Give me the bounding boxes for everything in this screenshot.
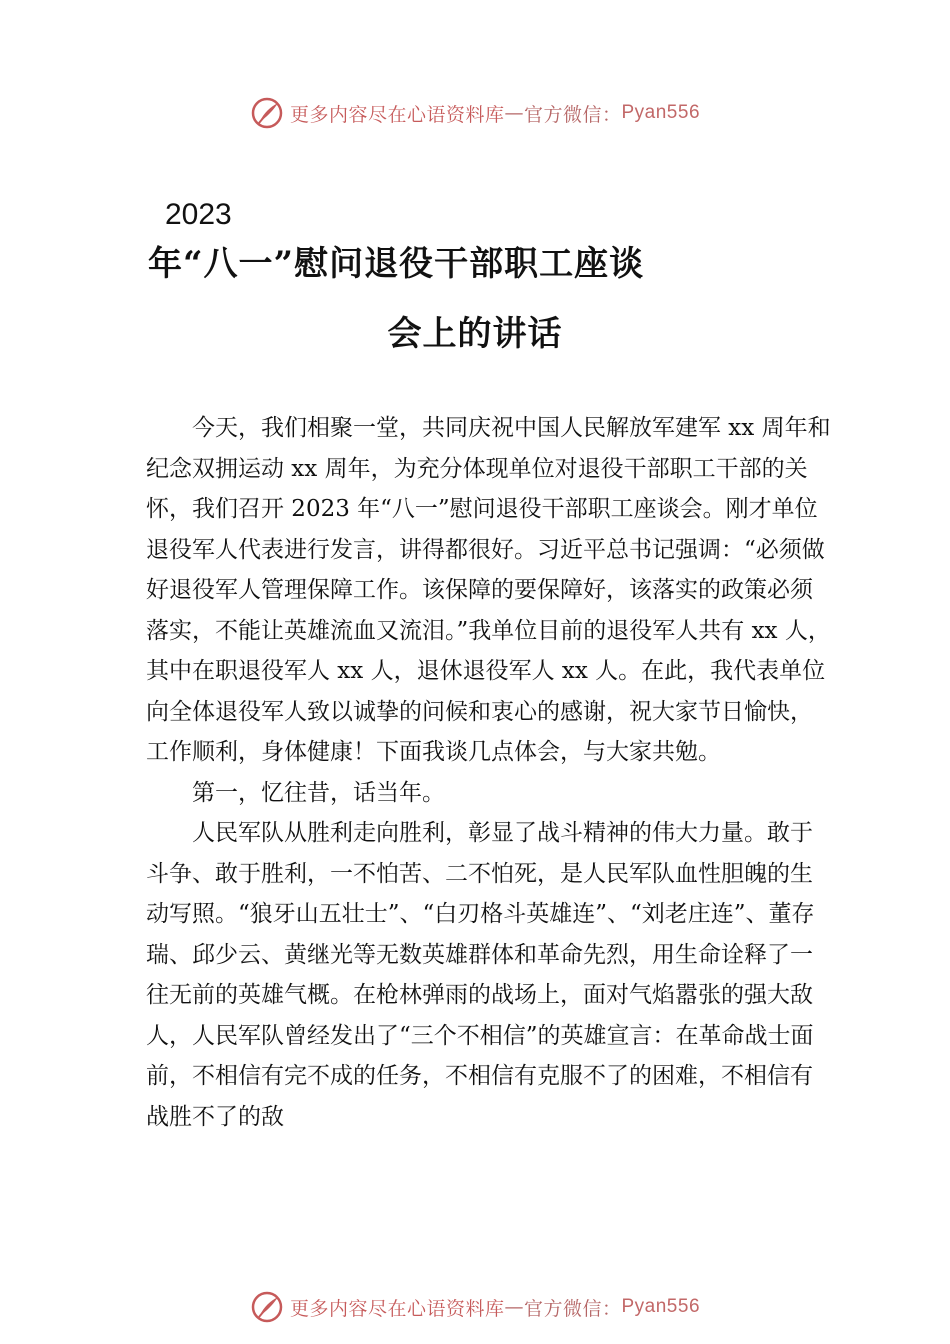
title-year: 2023 [165, 198, 232, 231]
footer-wechat-id: Pyan556 [621, 1296, 701, 1317]
header-wechat-id: Pyan556 [621, 102, 701, 123]
footer-brand: 更多内容尽在心语资料库 [289, 1297, 505, 1320]
header-brand: 更多内容尽在心语资料库 [289, 103, 505, 126]
header-wechat-label: 官方微信： [523, 103, 622, 126]
paragraph-3: 人民军队从胜利走向胜利，彰显了战斗精神的伟大力量。敢于斗争、敢于胜利，一不怕苦、二不怕死，是人民军队血性胆魄的生动写照。“狼牙山五壮士”、“白刃格斗英雄连”、“刘老庄连”、董存瑞、邱少云、黄继光等无数英雄群体和革命先烈，用生命诠释了一往无前的英雄气概。在枪林弹雨的战场上，面对气焰嚣张的强大敌人，人民军队曾经发出了“三个不相信”的英雄宣言：在革命战士面前，不相信有完不成的任务，不相信有克服不了的困难，不相信有战胜不了的敌 [146, 820, 815, 1130]
title-line-1: 年“八一”慰问退役干部职工座谈 [148, 244, 645, 284]
title-line-2: 会上的讲话 [387, 314, 563, 354]
paragraph-2: 第一，忆往昔，话当年。 [192, 779, 445, 806]
quill-logo-icon [250, 96, 284, 130]
header-separator: — [504, 102, 524, 124]
page-footer-watermark [0, 1290, 950, 1324]
footer-separator: — [504, 1296, 524, 1318]
footer-wechat-label: 官方微信： [523, 1297, 622, 1320]
document-body [146, 408, 831, 1137]
page-header-watermark [0, 96, 950, 130]
quill-logo-icon [250, 1290, 284, 1324]
paragraph-1: 今天，我们相聚一堂，共同庆祝中国人民解放军建军 xx 周年和纪念双拥运动 xx 周年，为充分体现单位对退役干部职工干部的关怀，我们召开 2023 年“八一”慰问退役干部职工座谈会。刚才单位退役军人代表进行发言，讲得都很好。习近平总书记强调：“必须做好退役军人管理保障工作。该保障的要保障好，该落实的政策必须落实，不能让英雄流血又流泪。”我单位目前的退役军人共有 xx 人，其中在职退役军人 xx 人，退休退役军人 xx 人。在此，我代表单位向全体退役军人致以诚挚的问候和衷心的感谢，祝大家节日愉快，工作顺利，身体健康！下面我谈几点体会，与大家共勉。 [146, 415, 831, 765]
